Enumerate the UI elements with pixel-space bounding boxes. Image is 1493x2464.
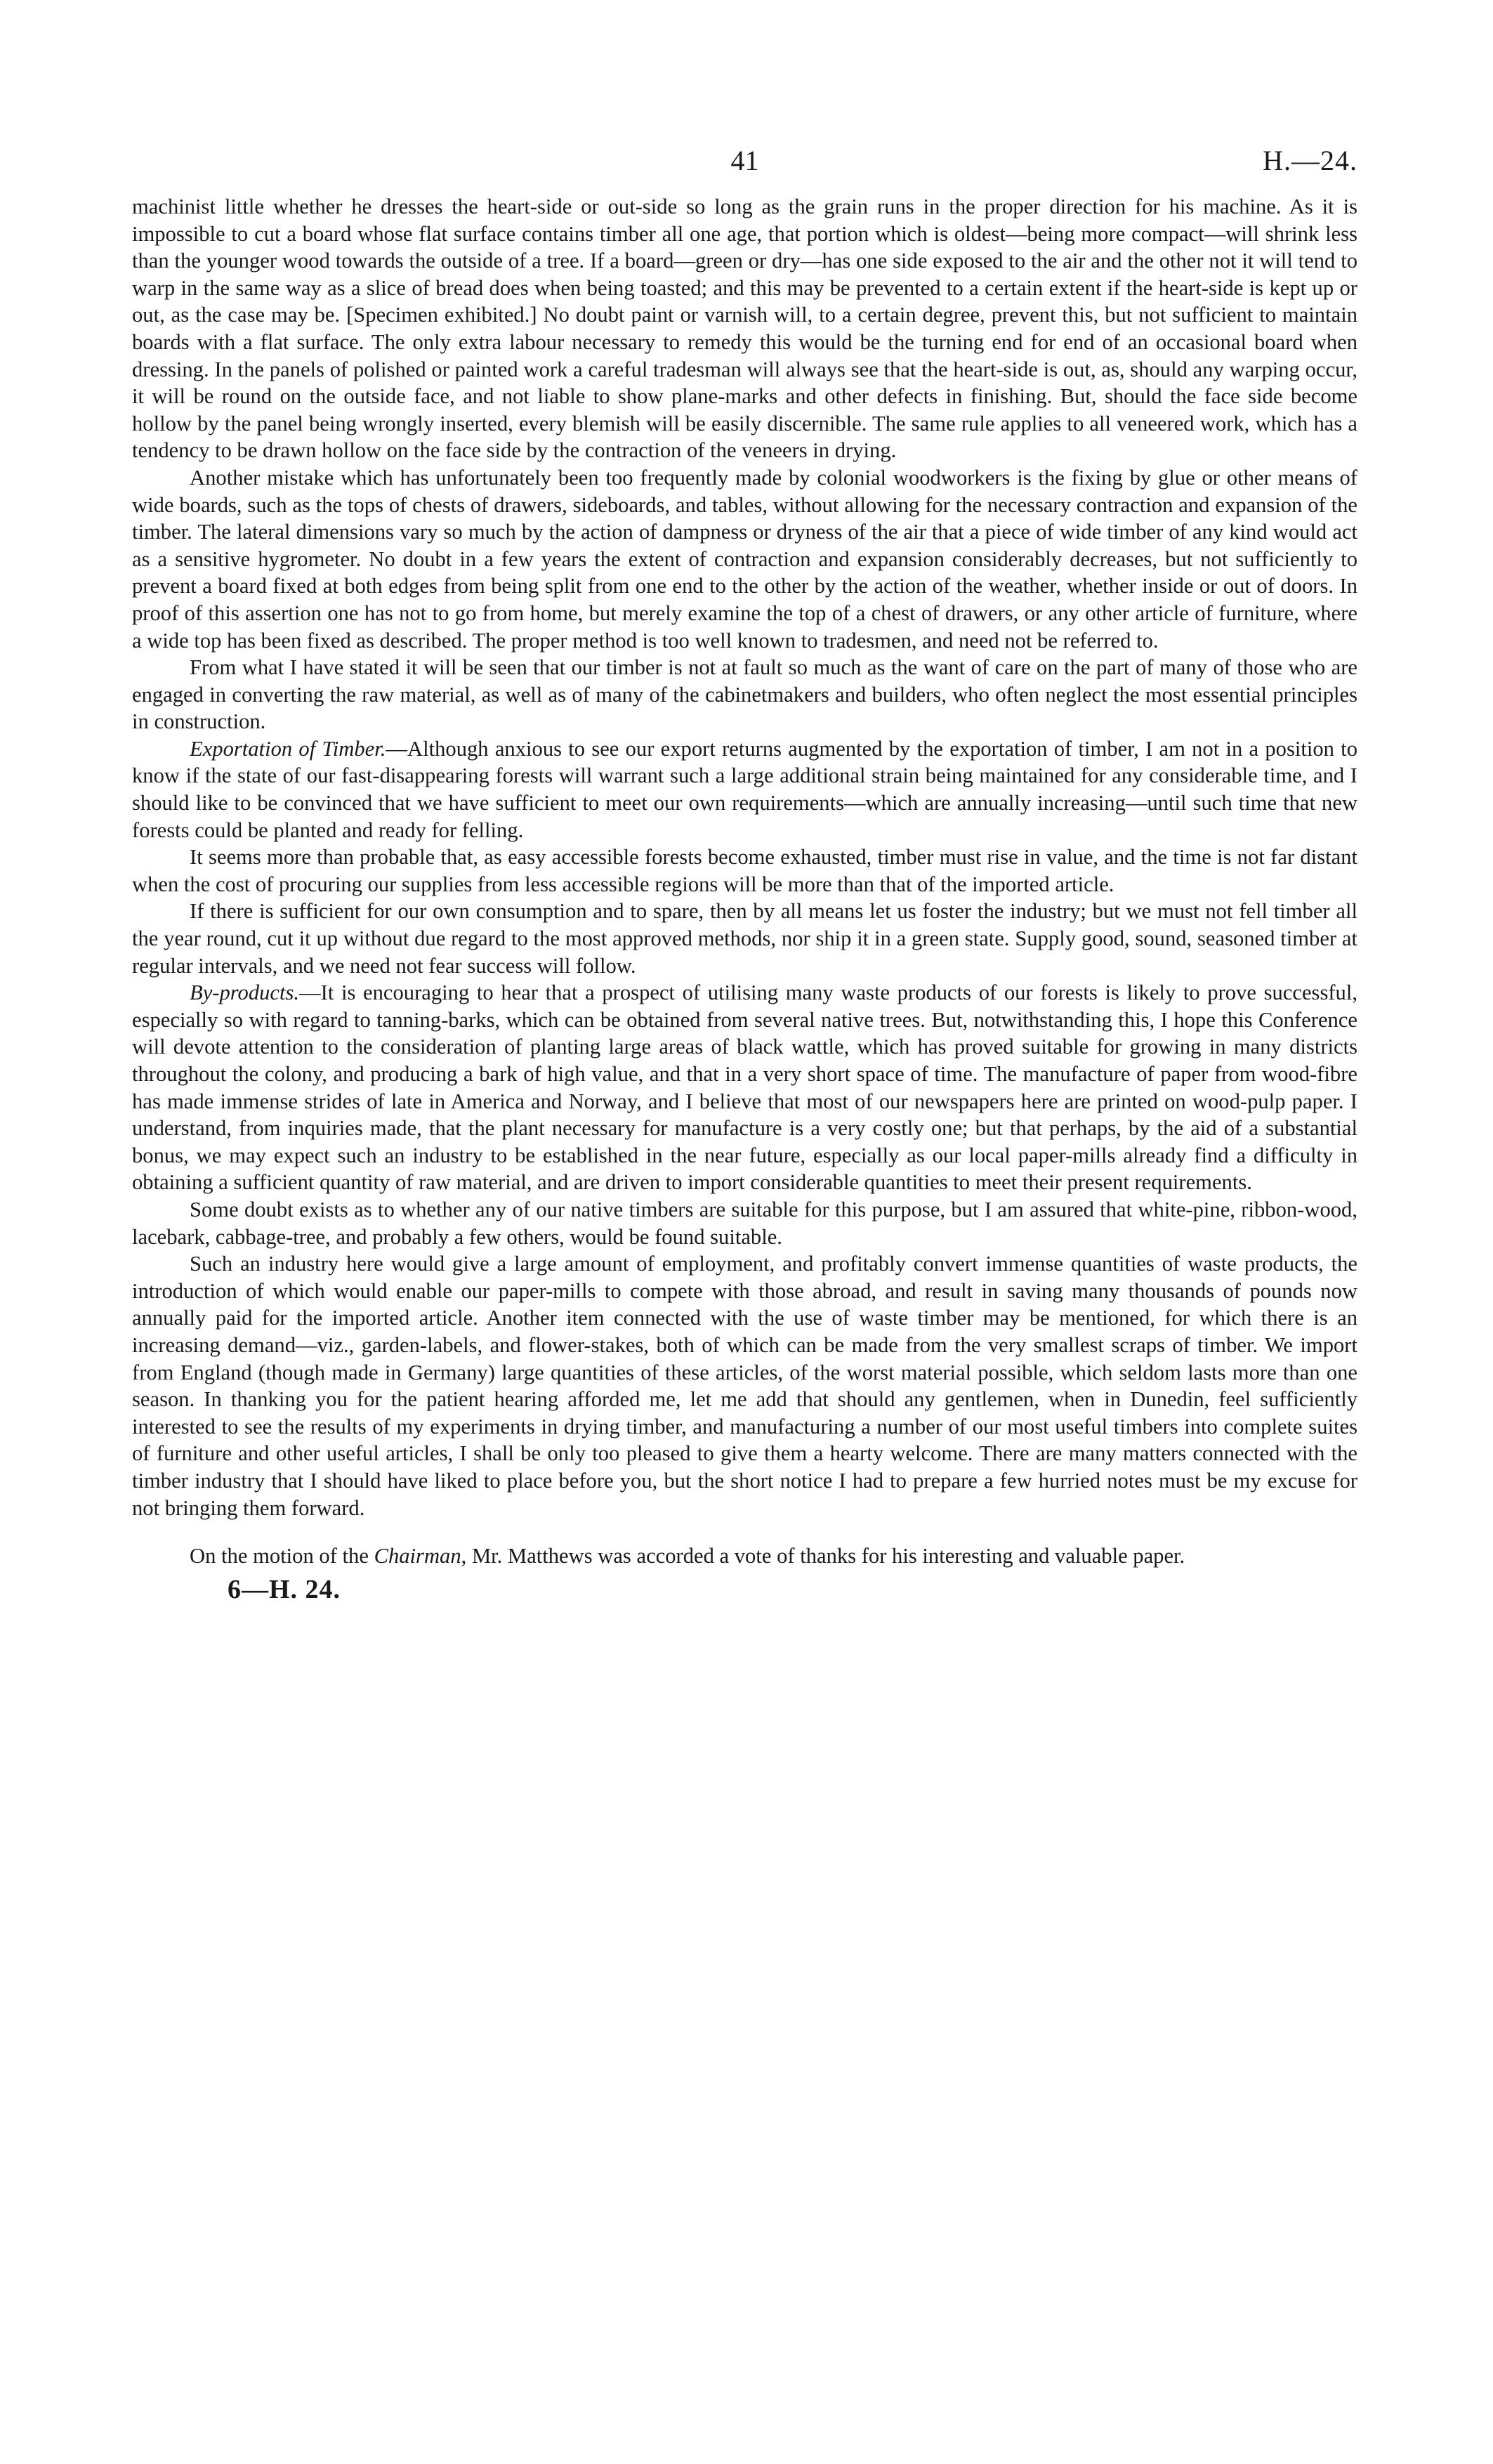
paragraph [132,979,1357,1196]
closing-paragraph [132,1542,1357,1570]
closing-text-end: , Mr. Matthews was accorded a vote of thanks for his interesting and valuable paper. [461,1544,1185,1568]
paragraph: If there is sufficient for our own consumption and to spare, then by all means let us foster the industry; but we must not fell timber all the year round, cut it up without due regard to the most approved methods, nor ship it in a green state. Supply good, sound, seasoned timber at regular intervals, and we need not fear success will follow. [132,899,1357,978]
paragraph-text: —Although anxious to see our export returns augmented by the exportation of timber, I am not in a position to know if the state of our fast-disappearing forests will warrant such a large additional strain being maintained for any considerable time, and I should like to be convinced that we have sufficient to meet our own requirements—which are annually increasing—until such time that new forests could be planted and ready for felling. [132,736,1357,842]
paragraph: From what I have stated it will be seen that our timber is not at fault so much as the want of care on the part of many of those who are engaged in converting the raw material, as well as of many of the cabinetmakers and builders, who often neglect the most essential principles in construction. [132,655,1357,734]
section-heading-exportation: Exportation of Timber. [190,736,386,761]
document-page [132,137,1357,1605]
paragraph: It seems more than probable that, as easy accessible forests become exhausted, timber must rise in value, and the time is not far distant when the cost of procuring our supplies from less accessible regions will be more than that of the imported article. [132,845,1357,896]
closing-text-start: On the motion of the [190,1544,374,1568]
document-reference: H.—24. [1263,145,1357,176]
page-header [132,137,1357,193]
body-text [132,193,1357,1570]
paragraph: machinist little whether he dresses the heart-side or out-side so long as the grain runs in the proper direction for his machine. As it is impossible to cut a board whose flat surface contains timber all one age, that portion which is oldest—being more compact—will shrink less than the younger wood towards the outside of a tree. If a board—green or dry—has one side exposed to the air and the other not it will tend to warp in the same way as a slice of bread does when being toasted; and this may be prevented to a certain extent if the heart-side is kept up or out, as the case may be. [Specimen exhibited.] No doubt paint or varnish will, to a certain degree, prevent this, but not sufficient to maintain boards with a flat surface. The only extra labour necessary to remedy this would be the turning end for end of an occasional board when dressing. In the panels of polished or painted work a careful tradesman will always see that the heart-side is out, as, should any warping occur, it will be round on the outside face, and not liable to show plane-marks and other defects in finishing. But, should the face side become hollow by the panel being wrongly inserted, every blemish will be easily discernible. The same rule applies to all veneered work, which has a tendency to be drawn hollow on the face side by the contraction of the veneers in drying. [132,195,1357,463]
signature-mark: 6—H. 24. [228,1574,341,1604]
paragraph-text: —It is encouraging to hear that a prospect of utilising many waste products of our forests is likely to prove successful, especially so with regard to tanning-barks, which can be obtained from several native trees. But, notwithstanding this, I hope this Conference will devote attention to the consideration of planting large areas of black wattle, which has proved suitable for growing in many districts throughout the colony, and producing a bark of high value, and that in a very short space of time. The manufacture of paper from wood-fibre has made immense strides of late in America and Norway, and I believe that most of our newspapers here are printed on wood-pulp paper. I understand, from inquiries made, that the plant necessary for manufacture is a very costly one; but that perhaps, by the aid of a substantial bonus, we may expect such an industry to be established in the near future, especially as our local paper-mills already find a difficulty in obtaining a sufficient quantity of raw material, and are driven to import considerable quantities to meet their present requirements. [132,981,1357,1195]
paragraph: Another mistake which has unfortunately been too frequently made by colonial woodworkers is the fixing by glue or other means of wide boards, such as the tops of chests of drawers, sideboards, and tables, without allowing for the necessary contraction and expansion of the timber. The lateral dimensions vary so much by the action of dampness or dryness of the air that a piece of wide timber of any kind would act as a sensitive hygrometer. No doubt in a few years the extent of contraction and expansion considerably decreases, but not sufficiently to prevent a board fixed at both edges from being split from one end to the other by the action of the weather, whether inside or out of doors. In proof of this assertion one has not to go from home, but merely examine the top of a chest of drawers, or any other article of furniture, where a wide top has been fixed as described. The proper method is too well known to tradesmen, and need not be referred to. [132,465,1357,653]
page-number: 41 [730,145,759,176]
paragraph: Some doubt exists as to whether any of our native timbers are suitable for this purpose, but I am assured that white-pine, ribbon-wood, lacebark, cabbage-tree, and probably a few others, would be found suitable. [132,1197,1357,1249]
chairman-word: Chairman [374,1544,461,1568]
paragraph [132,735,1357,844]
section-heading-by-products: By-products. [190,981,300,1005]
paragraph: Such an industry here would give a large amount of employment, and profitably convert immense quantities of waste products, the introduction of which would enable our paper-mills to compete with those abroad, and result in saving many thousands of pounds now annually paid for the imported article. Another item connected with the use of waste timber may be mentioned, for which there is an increasing demand—viz., garden-labels, and flower-stakes, both of which can be made from the very smallest scraps of timber. We import from England (though made in Germany) large quantities of these articles, of the worst material possible, which seldom lasts more than one season. In thanking you for the patient hearing afforded me, let me add that should any gentlemen, when in Dunedin, feel sufficiently interested to see the results of my experiments in drying timber, and manufacturing a number of our most useful timbers into complete suites of furniture and other useful articles, I shall be only too pleased to give them a hearty welcome. There are many matters connected with the timber industry that I should have liked to place before you, but the short notice I had to prepare a few hurried notes must be my excuse for not bringing them forward. [132,1252,1357,1520]
